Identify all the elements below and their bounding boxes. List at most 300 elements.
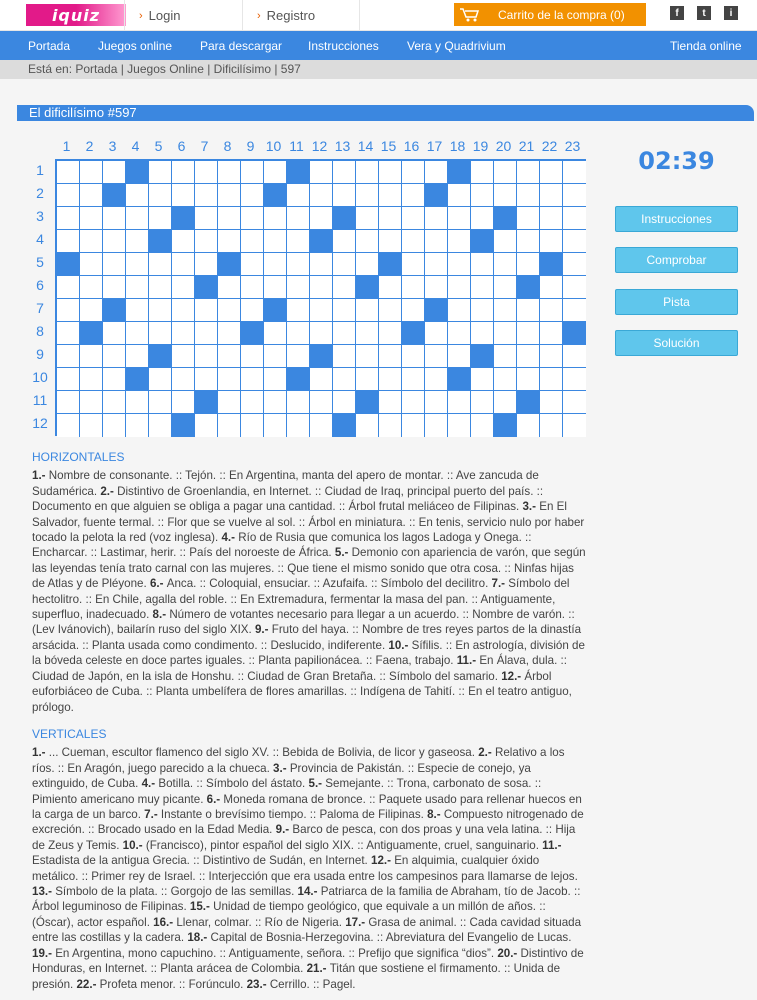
grid-cell[interactable] (471, 253, 494, 276)
grid-cell[interactable] (149, 414, 172, 437)
grid-cell[interactable] (57, 276, 80, 299)
site-logo[interactable]: iquiz (26, 4, 126, 26)
clue-text: Botilla. :: Símbolo del ástato. (158, 777, 309, 791)
grid-cell[interactable] (379, 414, 402, 437)
grid-cell[interactable] (494, 276, 517, 299)
grid-cell[interactable] (103, 391, 126, 414)
grid-cell[interactable] (402, 345, 425, 368)
grid-cell[interactable] (241, 230, 264, 253)
register-label: Registro (266, 8, 316, 23)
grid-cell[interactable] (356, 414, 379, 437)
grid-cell[interactable] (149, 299, 172, 322)
grid-cell[interactable] (287, 322, 310, 345)
grid-cell[interactable] (471, 368, 494, 391)
grid-cell[interactable] (333, 276, 356, 299)
clue-number: 16.- (153, 915, 177, 929)
row-number: 5 (36, 254, 44, 270)
clue-text: (Francisco), pintor español del siglo XIX. :: Antiguamente, cruel, sanguinario. (145, 838, 543, 852)
grid-cell[interactable] (448, 276, 471, 299)
grid-cell[interactable] (563, 391, 586, 414)
grid-cell[interactable] (80, 299, 103, 322)
grid-cell[interactable] (494, 161, 517, 184)
clue-text: Unidad de tiempo geológico, que equivale a un millón de años. :: (Óscar), actor español. (32, 900, 546, 929)
grid-cell[interactable] (379, 368, 402, 391)
grid-cell[interactable] (563, 368, 586, 391)
grid-cell-black (149, 230, 172, 253)
grid-cell[interactable] (149, 368, 172, 391)
grid-cell[interactable] (310, 207, 333, 230)
grid-cell[interactable] (540, 276, 563, 299)
grid-cell[interactable] (356, 299, 379, 322)
grid-cell[interactable] (80, 414, 103, 437)
column-number: 14 (357, 138, 374, 154)
grid-cell[interactable] (80, 368, 103, 391)
grid-cell-black (448, 161, 471, 184)
grid-cell[interactable] (103, 253, 126, 276)
grid-cell[interactable] (563, 230, 586, 253)
grid-cell[interactable] (517, 322, 540, 345)
instrucciones-button[interactable]: Instrucciones (615, 206, 738, 232)
grid-cell[interactable] (287, 230, 310, 253)
crossword-grid (55, 159, 586, 436)
grid-cell[interactable] (57, 207, 80, 230)
grid-cell[interactable] (517, 414, 540, 437)
grid-cell[interactable] (195, 207, 218, 230)
grid-cell[interactable] (402, 230, 425, 253)
clue-number: 3.- (522, 500, 540, 514)
grid-cell[interactable] (80, 345, 103, 368)
grid-cell[interactable] (402, 391, 425, 414)
clue-number: 1.- (32, 746, 49, 760)
grid-cell[interactable] (517, 253, 540, 276)
grid-cell[interactable] (563, 184, 586, 207)
grid-cell[interactable] (264, 368, 287, 391)
grid-cell[interactable] (402, 161, 425, 184)
grid-cell[interactable] (241, 391, 264, 414)
grid-cell[interactable] (425, 207, 448, 230)
grid-cell[interactable] (310, 161, 333, 184)
grid-cell[interactable] (103, 230, 126, 253)
grid-cell[interactable] (241, 276, 264, 299)
grid-cell[interactable] (540, 184, 563, 207)
pista-button[interactable]: Pista (615, 289, 738, 315)
grid-cell[interactable] (195, 230, 218, 253)
grid-cell[interactable] (264, 345, 287, 368)
grid-cell[interactable] (402, 184, 425, 207)
grid-cell[interactable] (563, 299, 586, 322)
grid-cell[interactable] (126, 299, 149, 322)
grid-cell[interactable] (563, 207, 586, 230)
grid-cell[interactable] (425, 230, 448, 253)
grid-cell[interactable] (172, 299, 195, 322)
grid-cell[interactable] (494, 253, 517, 276)
clue-number: 17.- (345, 915, 369, 929)
grid-cell[interactable] (218, 299, 241, 322)
grid-cell[interactable] (494, 345, 517, 368)
grid-cell[interactable] (218, 322, 241, 345)
grid-cell[interactable] (57, 414, 80, 437)
grid-cell[interactable] (310, 184, 333, 207)
grid-cell[interactable] (471, 184, 494, 207)
grid-cell[interactable] (103, 276, 126, 299)
clue-text: Estadista de la antigua Grecia. :: Distintivo de Sudán, en Internet. (32, 854, 371, 868)
grid-cell[interactable] (195, 368, 218, 391)
grid-cell[interactable] (356, 345, 379, 368)
clue-number: 9.- (254, 623, 272, 637)
register-link[interactable] (242, 0, 360, 31)
grid-cell[interactable] (241, 207, 264, 230)
grid-cell[interactable] (494, 391, 517, 414)
row-number: 11 (32, 392, 48, 408)
column-number: 7 (200, 138, 209, 154)
grid-cell-black (126, 161, 149, 184)
grid-cell[interactable] (448, 299, 471, 322)
clue-text: En Argentina, mono capuchino. :: Antiguamente, señora. :: Prefijo que significa “dios”. (55, 946, 498, 960)
login-link[interactable] (124, 0, 242, 31)
grid-cell[interactable] (310, 253, 333, 276)
grid-cell[interactable] (517, 368, 540, 391)
grid-cell[interactable] (80, 276, 103, 299)
grid-cell[interactable] (379, 322, 402, 345)
grid-cell[interactable] (563, 345, 586, 368)
grid-cell[interactable] (264, 253, 287, 276)
menu-item-juegos-online[interactable]: Juegos online (98, 39, 173, 53)
grid-cell[interactable] (310, 414, 333, 437)
grid-cell[interactable] (517, 230, 540, 253)
grid-cell[interactable] (471, 299, 494, 322)
grid-cell[interactable] (517, 299, 540, 322)
grid-cell[interactable] (126, 276, 149, 299)
menu-item-portada[interactable]: Portada (28, 39, 71, 53)
grid-cell[interactable] (379, 161, 402, 184)
grid-cell[interactable] (264, 207, 287, 230)
grid-cell[interactable] (149, 253, 172, 276)
grid-cell[interactable] (287, 299, 310, 322)
grid-cell[interactable] (195, 299, 218, 322)
grid-cell[interactable] (379, 207, 402, 230)
grid-cell[interactable] (379, 276, 402, 299)
grid-cell[interactable] (540, 322, 563, 345)
grid-cell[interactable] (126, 414, 149, 437)
grid-cell[interactable] (333, 184, 356, 207)
grid-cell[interactable] (517, 207, 540, 230)
grid-cell[interactable] (241, 161, 264, 184)
clue-number: 6.- (149, 577, 167, 591)
grid-cell[interactable] (57, 322, 80, 345)
grid-cell[interactable] (379, 391, 402, 414)
grid-cell[interactable] (57, 184, 80, 207)
grid-cell-black (264, 184, 287, 207)
grid-cell[interactable] (402, 207, 425, 230)
grid-cell[interactable] (425, 368, 448, 391)
grid-cell[interactable] (57, 345, 80, 368)
grid-cell[interactable] (80, 161, 103, 184)
grid-cell[interactable] (356, 253, 379, 276)
grid-cell[interactable] (149, 276, 172, 299)
grid-cell[interactable] (264, 414, 287, 437)
grid-cell[interactable] (448, 322, 471, 345)
grid-cell[interactable] (471, 207, 494, 230)
grid-cell[interactable] (356, 230, 379, 253)
grid-cell[interactable] (310, 322, 333, 345)
grid-cell[interactable] (241, 299, 264, 322)
grid-cell-black (356, 276, 379, 299)
column-number: 21 (518, 138, 535, 154)
grid-cell[interactable] (563, 414, 586, 437)
grid-cell[interactable] (241, 253, 264, 276)
horizontales-heading: HORIZONTALES (32, 450, 125, 464)
grid-cell[interactable] (425, 414, 448, 437)
column-number: 4 (131, 138, 140, 154)
grid-cell[interactable] (241, 414, 264, 437)
grid-cell[interactable] (218, 207, 241, 230)
facebook-icon[interactable]: f (670, 6, 684, 20)
grid-cell[interactable] (126, 322, 149, 345)
grid-cell[interactable] (540, 345, 563, 368)
grid-cell[interactable] (540, 391, 563, 414)
grid-cell[interactable] (563, 161, 586, 184)
grid-cell[interactable] (80, 207, 103, 230)
grid-cell[interactable] (149, 184, 172, 207)
grid-cell[interactable] (126, 184, 149, 207)
menu-item-instrucciones[interactable]: Instrucciones (308, 39, 379, 53)
grid-cell[interactable] (402, 299, 425, 322)
grid-cell[interactable] (172, 345, 195, 368)
grid-cell[interactable] (356, 161, 379, 184)
grid-cell[interactable] (57, 368, 80, 391)
grid-cell[interactable] (218, 368, 241, 391)
instagram-icon[interactable]: i (724, 6, 738, 20)
grid-cell[interactable] (195, 414, 218, 437)
grid-cell[interactable] (264, 322, 287, 345)
grid-cell[interactable] (126, 345, 149, 368)
grid-cell[interactable] (425, 391, 448, 414)
grid-cell[interactable] (471, 322, 494, 345)
grid-cell[interactable] (448, 230, 471, 253)
grid-cell[interactable] (425, 276, 448, 299)
grid-cell[interactable] (241, 184, 264, 207)
grid-cell[interactable] (540, 414, 563, 437)
grid-cell[interactable] (540, 230, 563, 253)
grid-cell[interactable] (333, 391, 356, 414)
grid-cell[interactable] (103, 322, 126, 345)
grid-cell[interactable] (517, 161, 540, 184)
grid-cell[interactable] (195, 161, 218, 184)
grid-cell[interactable] (402, 368, 425, 391)
grid-cell[interactable] (264, 276, 287, 299)
grid-cell[interactable] (310, 299, 333, 322)
grid-cell[interactable] (379, 184, 402, 207)
grid-cell[interactable] (333, 345, 356, 368)
clue-number: 15.- (189, 900, 214, 914)
grid-cell[interactable] (57, 161, 80, 184)
clue-number: 22.- (76, 977, 100, 991)
grid-cell[interactable] (379, 299, 402, 322)
grid-cell[interactable] (402, 276, 425, 299)
grid-cell[interactable] (218, 184, 241, 207)
grid-cell[interactable] (126, 253, 149, 276)
grid-cell[interactable] (494, 230, 517, 253)
clue-text: Instante o brevísimo tiempo. :: Paloma de Filipinas. (160, 808, 428, 822)
grid-cell[interactable] (195, 253, 218, 276)
grid-cell[interactable] (287, 253, 310, 276)
grid-cell-black (80, 322, 103, 345)
grid-cell[interactable] (172, 161, 195, 184)
grid-cell-black (195, 276, 218, 299)
grid-cell[interactable] (425, 322, 448, 345)
grid-cell[interactable] (540, 299, 563, 322)
menu-item-descargar[interactable]: Para descargar (200, 39, 283, 53)
grid-cell[interactable] (379, 345, 402, 368)
grid-cell[interactable] (448, 345, 471, 368)
grid-cell[interactable] (172, 184, 195, 207)
grid-cell[interactable] (517, 184, 540, 207)
grid-cell[interactable] (287, 207, 310, 230)
grid-cell[interactable] (540, 161, 563, 184)
grid-cell[interactable] (195, 322, 218, 345)
grid-cell-black (149, 345, 172, 368)
clue-number: 7.- (491, 577, 509, 591)
grid-cell[interactable] (494, 368, 517, 391)
grid-cell[interactable] (540, 368, 563, 391)
grid-cell[interactable] (103, 345, 126, 368)
grid-cell[interactable] (103, 161, 126, 184)
grid-cell[interactable] (218, 230, 241, 253)
grid-cell[interactable] (172, 276, 195, 299)
grid-cell[interactable] (103, 207, 126, 230)
grid-cell[interactable] (448, 184, 471, 207)
grid-cell[interactable] (57, 299, 80, 322)
grid-cell[interactable] (356, 322, 379, 345)
grid-cell[interactable] (356, 184, 379, 207)
grid-cell-black (103, 299, 126, 322)
grid-cell[interactable] (264, 230, 287, 253)
grid-cell[interactable] (448, 414, 471, 437)
grid-cell[interactable] (287, 184, 310, 207)
grid-cell-black (425, 184, 448, 207)
solucion-button[interactable]: Solución (615, 330, 738, 356)
grid-cell[interactable] (80, 184, 103, 207)
grid-cell[interactable] (425, 345, 448, 368)
grid-cell[interactable] (126, 230, 149, 253)
grid-cell[interactable] (517, 345, 540, 368)
grid-cell[interactable] (195, 345, 218, 368)
grid-cell[interactable] (80, 391, 103, 414)
grid-cell[interactable] (402, 253, 425, 276)
grid-cell[interactable] (402, 414, 425, 437)
grid-cell[interactable] (172, 253, 195, 276)
clue-text: Titán que sostiene el firmamento. :: Unida de presión. (32, 962, 561, 991)
grid-cell[interactable] (149, 391, 172, 414)
clue-text: Patriarca de la familia de Abraham, tío de Jacob. :: Árbol leguminoso de Filipinas. (32, 885, 581, 914)
grid-cell[interactable] (287, 345, 310, 368)
grid-cell[interactable] (218, 276, 241, 299)
grid-cell[interactable] (287, 414, 310, 437)
grid-cell[interactable] (57, 230, 80, 253)
grid-cell[interactable] (149, 207, 172, 230)
grid-cell[interactable] (333, 161, 356, 184)
grid-cell[interactable] (333, 253, 356, 276)
grid-cell[interactable] (172, 322, 195, 345)
cart-button[interactable] (454, 3, 646, 26)
grid-cell[interactable] (310, 368, 333, 391)
grid-cell[interactable] (126, 391, 149, 414)
row-number: 6 (36, 277, 44, 293)
grid-cell[interactable] (57, 391, 80, 414)
grid-cell[interactable] (425, 161, 448, 184)
grid-cell[interactable] (195, 184, 218, 207)
grid-cell[interactable] (80, 253, 103, 276)
grid-cell[interactable] (218, 161, 241, 184)
grid-cell[interactable] (448, 207, 471, 230)
grid-cell[interactable] (126, 207, 149, 230)
grid-cell[interactable] (425, 253, 448, 276)
column-number: 8 (223, 138, 232, 154)
grid-cell[interactable] (287, 276, 310, 299)
grid-cell[interactable] (471, 161, 494, 184)
grid-cell[interactable] (333, 368, 356, 391)
grid-cell[interactable] (264, 161, 287, 184)
grid-cell[interactable] (563, 276, 586, 299)
grid-cell[interactable] (448, 391, 471, 414)
grid-cell[interactable] (218, 414, 241, 437)
grid-cell[interactable] (149, 322, 172, 345)
clue-text: Grasa de animal. :: Cada cavidad situada entre las costillas y la cadera. (32, 915, 582, 945)
grid-cell[interactable] (149, 161, 172, 184)
grid-cell[interactable] (80, 230, 103, 253)
clue-text: En El Salvador, fuente termal. :: Flor que se vuelve al sol. :: Árbol en miniatura. :: En tenis, servicio nulo por haber tocado la pelota la red (voz inglesa). (32, 500, 585, 545)
grid-cell[interactable] (494, 184, 517, 207)
grid-cell[interactable] (379, 230, 402, 253)
grid-cell[interactable] (241, 368, 264, 391)
grid-cell[interactable] (333, 322, 356, 345)
grid-cell[interactable] (540, 207, 563, 230)
grid-cell[interactable] (356, 368, 379, 391)
grid-cell[interactable] (218, 345, 241, 368)
grid-cell[interactable] (103, 414, 126, 437)
grid-cell[interactable] (333, 299, 356, 322)
grid-cell[interactable] (218, 391, 241, 414)
grid-cell[interactable] (333, 230, 356, 253)
grid-cell[interactable] (103, 368, 126, 391)
grid-cell[interactable] (241, 345, 264, 368)
grid-cell[interactable] (172, 230, 195, 253)
column-number: 19 (472, 138, 489, 154)
grid-cell[interactable] (563, 253, 586, 276)
grid-cell[interactable] (448, 253, 471, 276)
clue-number: 1.- (32, 469, 49, 483)
grid-cell[interactable] (172, 368, 195, 391)
grid-cell[interactable] (287, 391, 310, 414)
column-number: 15 (380, 138, 397, 154)
grid-cell[interactable] (310, 391, 333, 414)
clue-text: Barco de pesca, con dos proas y una vela latina. :: Hija de Zeus y Temis. (32, 823, 576, 852)
comprobar-button[interactable]: Comprobar (615, 247, 738, 273)
grid-cell[interactable] (471, 391, 494, 414)
twitter-icon[interactable]: t (697, 6, 711, 20)
grid-cell[interactable] (310, 276, 333, 299)
grid-cell[interactable] (471, 276, 494, 299)
menu-item-vera-quadrivium[interactable]: Vera y Quadrivium (407, 39, 506, 53)
grid-cell[interactable] (494, 322, 517, 345)
grid-cell[interactable] (172, 391, 195, 414)
menu-item-tienda[interactable]: Tienda online (670, 39, 742, 53)
grid-cell[interactable] (494, 299, 517, 322)
clue-text: Árbol euforbiáceo de Cuba. :: Planta umbelífera de flores amarillas. :: Indígena de Tahití. :: En el teatro antiguo, prólogo. (32, 669, 572, 714)
grid-cell[interactable] (471, 414, 494, 437)
grid-cell[interactable] (356, 207, 379, 230)
grid-cell[interactable] (264, 391, 287, 414)
